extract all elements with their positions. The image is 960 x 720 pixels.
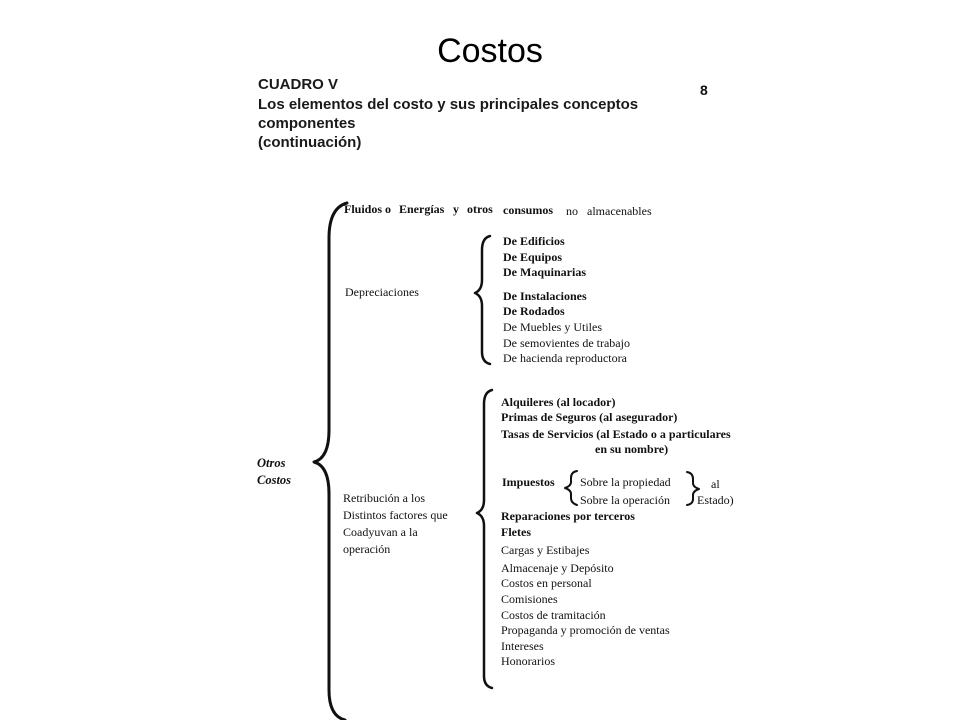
alquileres-item: Alquileres (al locador)	[501, 395, 616, 409]
page-number: 8	[700, 82, 708, 98]
depreciaciones-label: Depreciaciones	[345, 285, 419, 299]
list-item: De Rodados	[503, 304, 565, 319]
list-item: Intereses	[501, 638, 544, 653]
primas-item: Primas de Seguros (al asegurador)	[501, 410, 678, 424]
list-item: De Muebles y Utiles	[503, 319, 602, 334]
list-item: Reparaciones por terceros	[501, 509, 635, 523]
retribucion-brace	[477, 390, 492, 688]
tasas-item-cont: en su nombre)	[595, 442, 669, 456]
list-item: Comisiones	[501, 591, 558, 606]
impuestos-note: al	[711, 477, 720, 491]
retribucion-label: Retribución a los Distintos factores que Coadyuvan a la operación	[343, 491, 448, 556]
tasas-item: Tasas de Servicios (al Estado o a particulares	[501, 427, 731, 441]
list-item: Cargas y Estibajes	[501, 543, 590, 558]
otros-costos-label: Otros Costos	[257, 456, 292, 487]
impuestos-propiedad: Sobre la propiedad	[580, 475, 671, 489]
list-item: Costos en personal	[501, 576, 592, 591]
list-item: De Instalaciones	[503, 288, 587, 303]
list-item: De Maquinarias	[503, 265, 587, 280]
impuestos-brace	[565, 471, 577, 505]
list-item: Almacenaje y Depósito	[501, 560, 614, 575]
table-title-cont: componentes	[258, 115, 356, 132]
impuestos-operacion: Sobre la operación	[580, 493, 670, 507]
list-item: Fletes	[501, 524, 531, 539]
slide-title: Costos	[437, 32, 543, 70]
depreciaciones-list	[503, 234, 630, 367]
retribucion-list	[501, 509, 670, 670]
main-brace	[314, 203, 347, 720]
list-item: Costos de tramitación	[501, 607, 606, 622]
scanned-document: CUADRO V Los elementos del costo y sus principales conceptos componentes (continuación) 8 Otros Costos Fluidos o Energías y otros consumos no almacenables Depreciaciones De Edificios De Equipos De Maquinarias De Instalaciones De Rodados De Muebles y Utiles De semovientes de trabajo De hacienda reproductora Retribución a los Distintos factores que Coadyuvan a la operación Alquileres (al locador) Primas de Seguros (al asegurador) Tasas de Servicios (al Estado o a particulares en su nombre) Impuestos Sobre la propiedad Sobre la operación al Estado) Reparaciones por terceros Fletes Cargas y Estibajes Almacenaje y Depósito Costos en personal Comisiones Costos de tramitación Propaganda y promoción de ventas Intereses Honorarios	[0, 0, 960, 720]
list-item: De Edificios	[503, 234, 565, 248]
list-item: De hacienda reproductora	[503, 351, 627, 366]
list-item: Propaganda y promoción de ventas	[501, 623, 670, 638]
table-number: CUADRO V	[258, 76, 339, 93]
impuestos-label: Impuestos	[502, 475, 555, 489]
depreciaciones-brace	[475, 236, 490, 364]
table-continuation: (continuación)	[258, 134, 362, 151]
table-title: Los elementos del costo y sus principales conceptos	[258, 96, 639, 113]
list-item: De semovientes de trabajo	[503, 335, 630, 350]
list-item: De Equipos	[503, 249, 563, 264]
impuestos-note-cont: Estado)	[697, 493, 734, 507]
list-item: Honorarios	[501, 654, 555, 669]
